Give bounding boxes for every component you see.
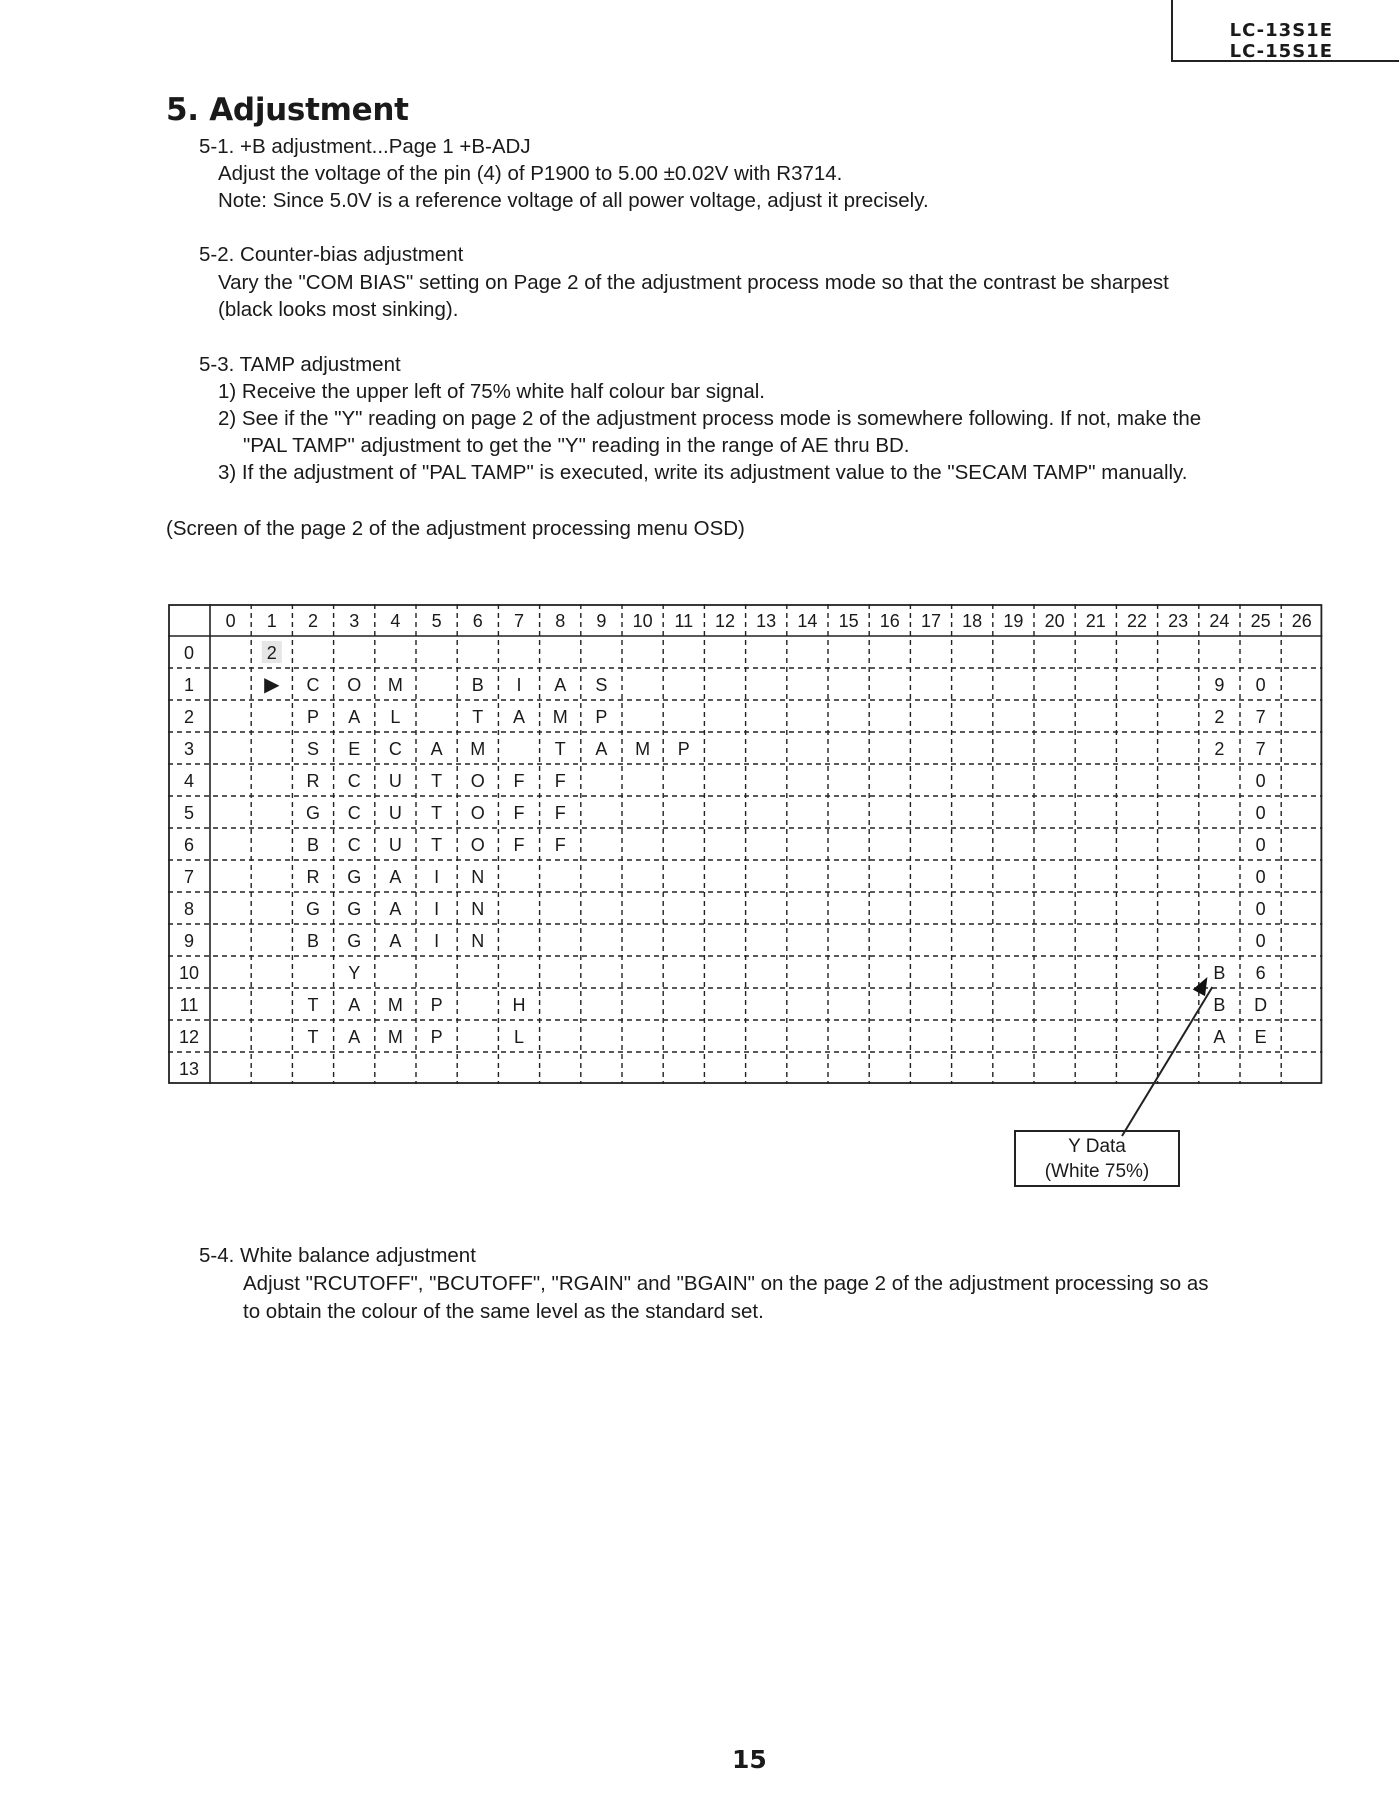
osd-char: N xyxy=(471,867,485,887)
osd-char: M xyxy=(387,675,403,695)
osd-char: F xyxy=(554,771,566,791)
page-number: 15 xyxy=(732,1745,767,1774)
osd-value-char: 0 xyxy=(1255,675,1266,695)
osd-char: A xyxy=(389,931,402,951)
item-5-3-line-4: 3) If the adjustment of "PAL TAMP" is executed, write its adjustment value to the "SECAM TAMP" manually. xyxy=(218,461,1188,484)
grid-col-label: 24 xyxy=(1209,611,1230,631)
grid-row-label: 2 xyxy=(183,707,195,727)
grid-row-label: 11 xyxy=(179,995,199,1015)
item-5-4-line-1: Adjust "RCUTOFF", "BCUTOFF", "RGAIN" and "BGAIN" on the page 2 of the adjustment processing so as xyxy=(243,1272,1209,1295)
osd-char: O xyxy=(470,835,485,855)
osd-char: A xyxy=(348,995,361,1015)
osd-char: T xyxy=(431,803,443,823)
osd-char: M xyxy=(387,1027,403,1047)
osd-char: F xyxy=(554,835,566,855)
osd-value-char: 0 xyxy=(1255,835,1266,855)
grid-col-label: 26 xyxy=(1291,611,1312,631)
osd-char: I xyxy=(434,867,440,887)
osd-char: C xyxy=(388,739,402,759)
osd-char: G xyxy=(305,899,321,919)
osd-char: M xyxy=(635,739,651,759)
item-5-2-heading: 5-2. Counter-bias adjustment xyxy=(199,243,464,266)
osd-char: F xyxy=(513,771,525,791)
y-data-callout-line-1: Y Data xyxy=(1068,1136,1126,1157)
osd-char: R xyxy=(306,771,320,791)
osd-grid xyxy=(168,604,1323,1087)
grid-col-label: 15 xyxy=(838,611,859,631)
osd-char: N xyxy=(471,899,485,919)
osd-char: T xyxy=(307,1027,319,1047)
osd-char: A xyxy=(348,707,361,727)
model-header-box xyxy=(1171,0,1399,62)
grid-row-label: 8 xyxy=(183,899,195,919)
osd-value-char: 0 xyxy=(1255,867,1266,887)
osd-cursor: ▶ xyxy=(264,674,280,696)
grid-col-label: 5 xyxy=(431,611,442,631)
item-5-3-line-2: 2) See if the "Y" reading on page 2 of the adjustment process mode is somewhere following. If not, make the xyxy=(218,407,1202,430)
osd-char: A xyxy=(554,675,567,695)
item-5-1-line-2: Note: Since 5.0V is a reference voltage of all power voltage, adjust it precisely. xyxy=(218,189,929,212)
grid-row-label: 13 xyxy=(178,1059,200,1079)
item-5-4-line-2: to obtain the colour of the same level as the standard set. xyxy=(243,1300,764,1323)
osd-char: G xyxy=(347,899,362,919)
osd-value-char: D xyxy=(1254,995,1268,1015)
osd-char: A xyxy=(430,739,443,759)
grid-row-label: 3 xyxy=(183,739,195,759)
osd-char: E xyxy=(348,739,361,759)
osd-value-char: E xyxy=(1254,1027,1267,1047)
osd-char: P xyxy=(306,707,320,727)
grid-col-label: 10 xyxy=(632,611,653,631)
y-data-callout-line-2: (White 75%) xyxy=(1044,1161,1150,1182)
osd-value-char: 2 xyxy=(1214,707,1225,727)
item-5-3-line-3: "PAL TAMP" adjustment to get the "Y" reading in the range of AE thru BD. xyxy=(243,434,910,457)
grid-col-label: 23 xyxy=(1168,611,1189,631)
osd-char: C xyxy=(306,675,320,695)
grid-col-label: 21 xyxy=(1085,611,1106,631)
grid-col-label: 16 xyxy=(879,611,900,631)
osd-char: Y xyxy=(348,963,361,983)
osd-char: A xyxy=(595,739,608,759)
grid-row-label: 0 xyxy=(183,643,195,663)
osd-char: G xyxy=(347,867,362,887)
osd-char: U xyxy=(388,803,402,823)
model-number-2: LC-15S1E xyxy=(1229,41,1333,62)
section-title: 5. Adjustment xyxy=(166,92,409,128)
osd-char: T xyxy=(472,707,484,727)
osd-char: A xyxy=(512,707,526,727)
grid-col-label: 2 xyxy=(307,611,319,631)
osd-value-char: A xyxy=(1213,1027,1226,1047)
grid-col-label: 12 xyxy=(714,611,736,631)
osd-page-number: 2 xyxy=(266,643,277,663)
callout-arrowhead xyxy=(1193,977,1208,996)
osd-char: R xyxy=(306,867,320,887)
osd-value-char: 9 xyxy=(1214,675,1225,695)
grid-row-label: 1 xyxy=(183,675,195,695)
osd-value-char: 6 xyxy=(1255,963,1266,983)
osd-value-char: 0 xyxy=(1255,931,1266,951)
osd-value-char: 0 xyxy=(1255,803,1266,823)
osd-char: O xyxy=(470,803,485,823)
osd-char: F xyxy=(554,803,566,823)
osd-char: P xyxy=(430,1027,443,1047)
item-5-4-heading: 5-4. White balance adjustment xyxy=(199,1244,476,1267)
osd-char: T xyxy=(431,771,443,791)
osd-char: U xyxy=(388,835,402,855)
osd-char: T xyxy=(431,835,443,855)
osd-char: C xyxy=(347,771,361,791)
grid-col-label: 8 xyxy=(555,611,566,631)
y-data-callout xyxy=(1014,1130,1180,1187)
item-5-2-line-2: (black looks most sinking). xyxy=(218,298,459,321)
grid-col-label: 3 xyxy=(349,611,360,631)
grid-col-label: 13 xyxy=(756,611,777,631)
osd-char: O xyxy=(347,675,362,695)
item-5-3-line-1: 1) Receive the upper left of 75% white half colour bar signal. xyxy=(218,380,765,403)
grid-col-label: 9 xyxy=(596,611,607,631)
osd-value-char: B xyxy=(1213,963,1226,983)
osd-value-char: 7 xyxy=(1255,707,1266,727)
osd-char: I xyxy=(434,931,440,951)
grid-col-label: 1 xyxy=(266,611,277,631)
osd-char: B xyxy=(306,931,320,951)
osd-char: L xyxy=(390,707,401,727)
osd-char: S xyxy=(306,739,320,759)
osd-char: P xyxy=(595,707,608,727)
osd-char: T xyxy=(307,995,319,1015)
osd-value-char: 0 xyxy=(1255,771,1266,791)
grid-col-label: 6 xyxy=(472,611,483,631)
osd-char: C xyxy=(347,803,361,823)
callout-arrow-line xyxy=(1122,987,1212,1136)
osd-char: A xyxy=(348,1027,361,1047)
grid-row-label: 9 xyxy=(183,931,195,951)
grid-col-label: 4 xyxy=(390,611,401,631)
osd-char: L xyxy=(513,1027,525,1047)
model-number-1: LC-13S1E xyxy=(1229,20,1333,41)
grid-row-label: 6 xyxy=(183,835,195,855)
osd-char: G xyxy=(347,931,362,951)
osd-caption: (Screen of the page 2 of the adjustment processing menu OSD) xyxy=(166,517,745,540)
grid-col-label: 25 xyxy=(1250,611,1271,631)
osd-char: U xyxy=(388,771,402,791)
osd-value-char: 0 xyxy=(1255,899,1266,919)
grid-row-label: 4 xyxy=(183,771,195,791)
grid-col-label: 0 xyxy=(225,611,236,631)
osd-char: S xyxy=(595,675,608,695)
osd-char: P xyxy=(430,995,443,1015)
osd-char: O xyxy=(470,771,485,791)
osd-value-char: 7 xyxy=(1255,739,1266,759)
osd-char: I xyxy=(516,675,522,695)
grid-col-label: 20 xyxy=(1044,611,1065,631)
osd-char: A xyxy=(389,867,402,887)
osd-char: C xyxy=(347,835,361,855)
grid-row-label: 10 xyxy=(178,963,200,983)
osd-char: M xyxy=(387,995,403,1015)
osd-char: A xyxy=(389,899,402,919)
osd-char: F xyxy=(513,835,525,855)
item-5-1-line-1: Adjust the voltage of the pin (4) of P1900 to 5.00 ±0.02V with R3714. xyxy=(218,162,843,185)
grid-row-label: 7 xyxy=(183,867,195,887)
item-5-1-heading: 5-1. +B adjustment...Page 1 +B-ADJ xyxy=(199,135,531,158)
osd-char: T xyxy=(554,739,566,759)
osd-value-char: 2 xyxy=(1214,739,1225,759)
grid-col-label: 19 xyxy=(1003,611,1024,631)
osd-char: N xyxy=(471,931,485,951)
grid-row-label: 5 xyxy=(183,803,195,823)
osd-char: P xyxy=(677,739,690,759)
osd-char: B xyxy=(306,835,320,855)
item-5-3-heading: 5-3. TAMP adjustment xyxy=(199,353,401,376)
osd-value-char: B xyxy=(1213,995,1226,1015)
osd-char: G xyxy=(305,803,321,823)
grid-col-label: 17 xyxy=(920,611,942,631)
osd-char: F xyxy=(513,803,525,823)
osd-char: H xyxy=(512,995,526,1015)
osd-char: I xyxy=(434,899,440,919)
osd-char: B xyxy=(471,675,484,695)
grid-row-label: 12 xyxy=(178,1027,200,1047)
grid-col-label: 22 xyxy=(1126,611,1148,631)
grid-col-label: 18 xyxy=(962,611,983,631)
osd-char: M xyxy=(470,739,486,759)
grid-col-label: 14 xyxy=(797,611,818,631)
item-5-2-line-1: Vary the "COM BIAS" setting on Page 2 of the adjustment process mode so that the contrast be sharpest xyxy=(218,271,1169,294)
grid-col-label: 7 xyxy=(513,611,525,631)
osd-char: M xyxy=(552,707,568,727)
grid-col-label: 11 xyxy=(674,611,694,631)
